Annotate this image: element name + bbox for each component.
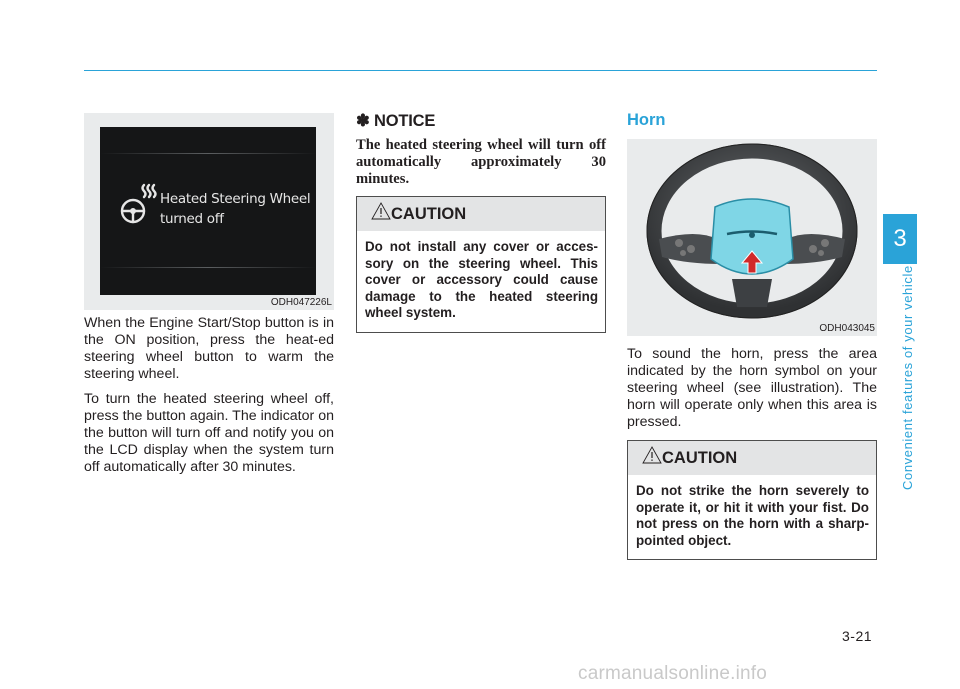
paragraph: To turn the heated steering wheel off, press the button again. The indicator on the button will turn off and notify you on the LCD display when the system turn off automatically after 30 minutes. <box>84 391 334 475</box>
paragraph: To sound the horn, press the area indicated by the horn symbol on your steering wheel (see illustration). The horn will operate only when this area is pressed. <box>627 346 877 430</box>
lcd-display <box>100 127 316 295</box>
page-number: 3-21 <box>842 628 873 644</box>
caution-box <box>356 196 606 333</box>
lcd-divider <box>100 267 316 268</box>
horn-section-title: Horn <box>627 111 666 129</box>
steering-wheel-figure <box>627 139 877 336</box>
figure-code: ODH043045 <box>819 323 875 334</box>
heated-steering-wheel-icon <box>120 181 160 233</box>
steering-wheel-illustration <box>627 139 877 319</box>
notice-symbol-icon: ✽ <box>356 112 370 130</box>
watermark: carmanualsonline.info <box>578 663 768 684</box>
notice-title <box>356 111 435 131</box>
figure-code: ODH047226L <box>270 297 332 308</box>
paragraph: When the Engine Start/Stop button is in the ON position, press the heat-ed steering wheel button to warm the steering wheel. <box>84 315 334 382</box>
warning-triangle-icon <box>371 202 391 220</box>
lcd-divider <box>100 153 316 154</box>
warning-triangle-icon <box>642 446 662 464</box>
header-rule <box>84 70 877 71</box>
lcd-message-line1: Heated Steering Wheel <box>160 191 311 207</box>
chapter-title: Convenient features of your vehicle <box>900 265 915 490</box>
lcd-figure <box>84 113 334 310</box>
caution-text: Do not install any cover or acces-sory on the steering wheel. This cover or accessory could cause damage to the heated steering wheel system. <box>365 239 598 320</box>
notice-body: The heated steering wheel will turn off automatically approximately 30 minutes. <box>356 137 606 187</box>
caution-text: Do not strike the horn severely to operate it, or hit it with your fist. Do not press on the horn with a sharp-pointed object. <box>636 483 869 548</box>
caution-label: CAUTION <box>662 449 738 467</box>
left-body-text <box>84 315 334 484</box>
lcd-message-line2: turned off <box>160 211 224 227</box>
notice-label: NOTICE <box>374 112 436 130</box>
caution-label: CAUTION <box>391 205 467 223</box>
chapter-tab: 3 <box>883 214 917 264</box>
horn-body-text <box>627 346 877 439</box>
caution-box <box>627 440 877 560</box>
caution-header <box>357 197 605 231</box>
caution-header <box>628 441 876 475</box>
